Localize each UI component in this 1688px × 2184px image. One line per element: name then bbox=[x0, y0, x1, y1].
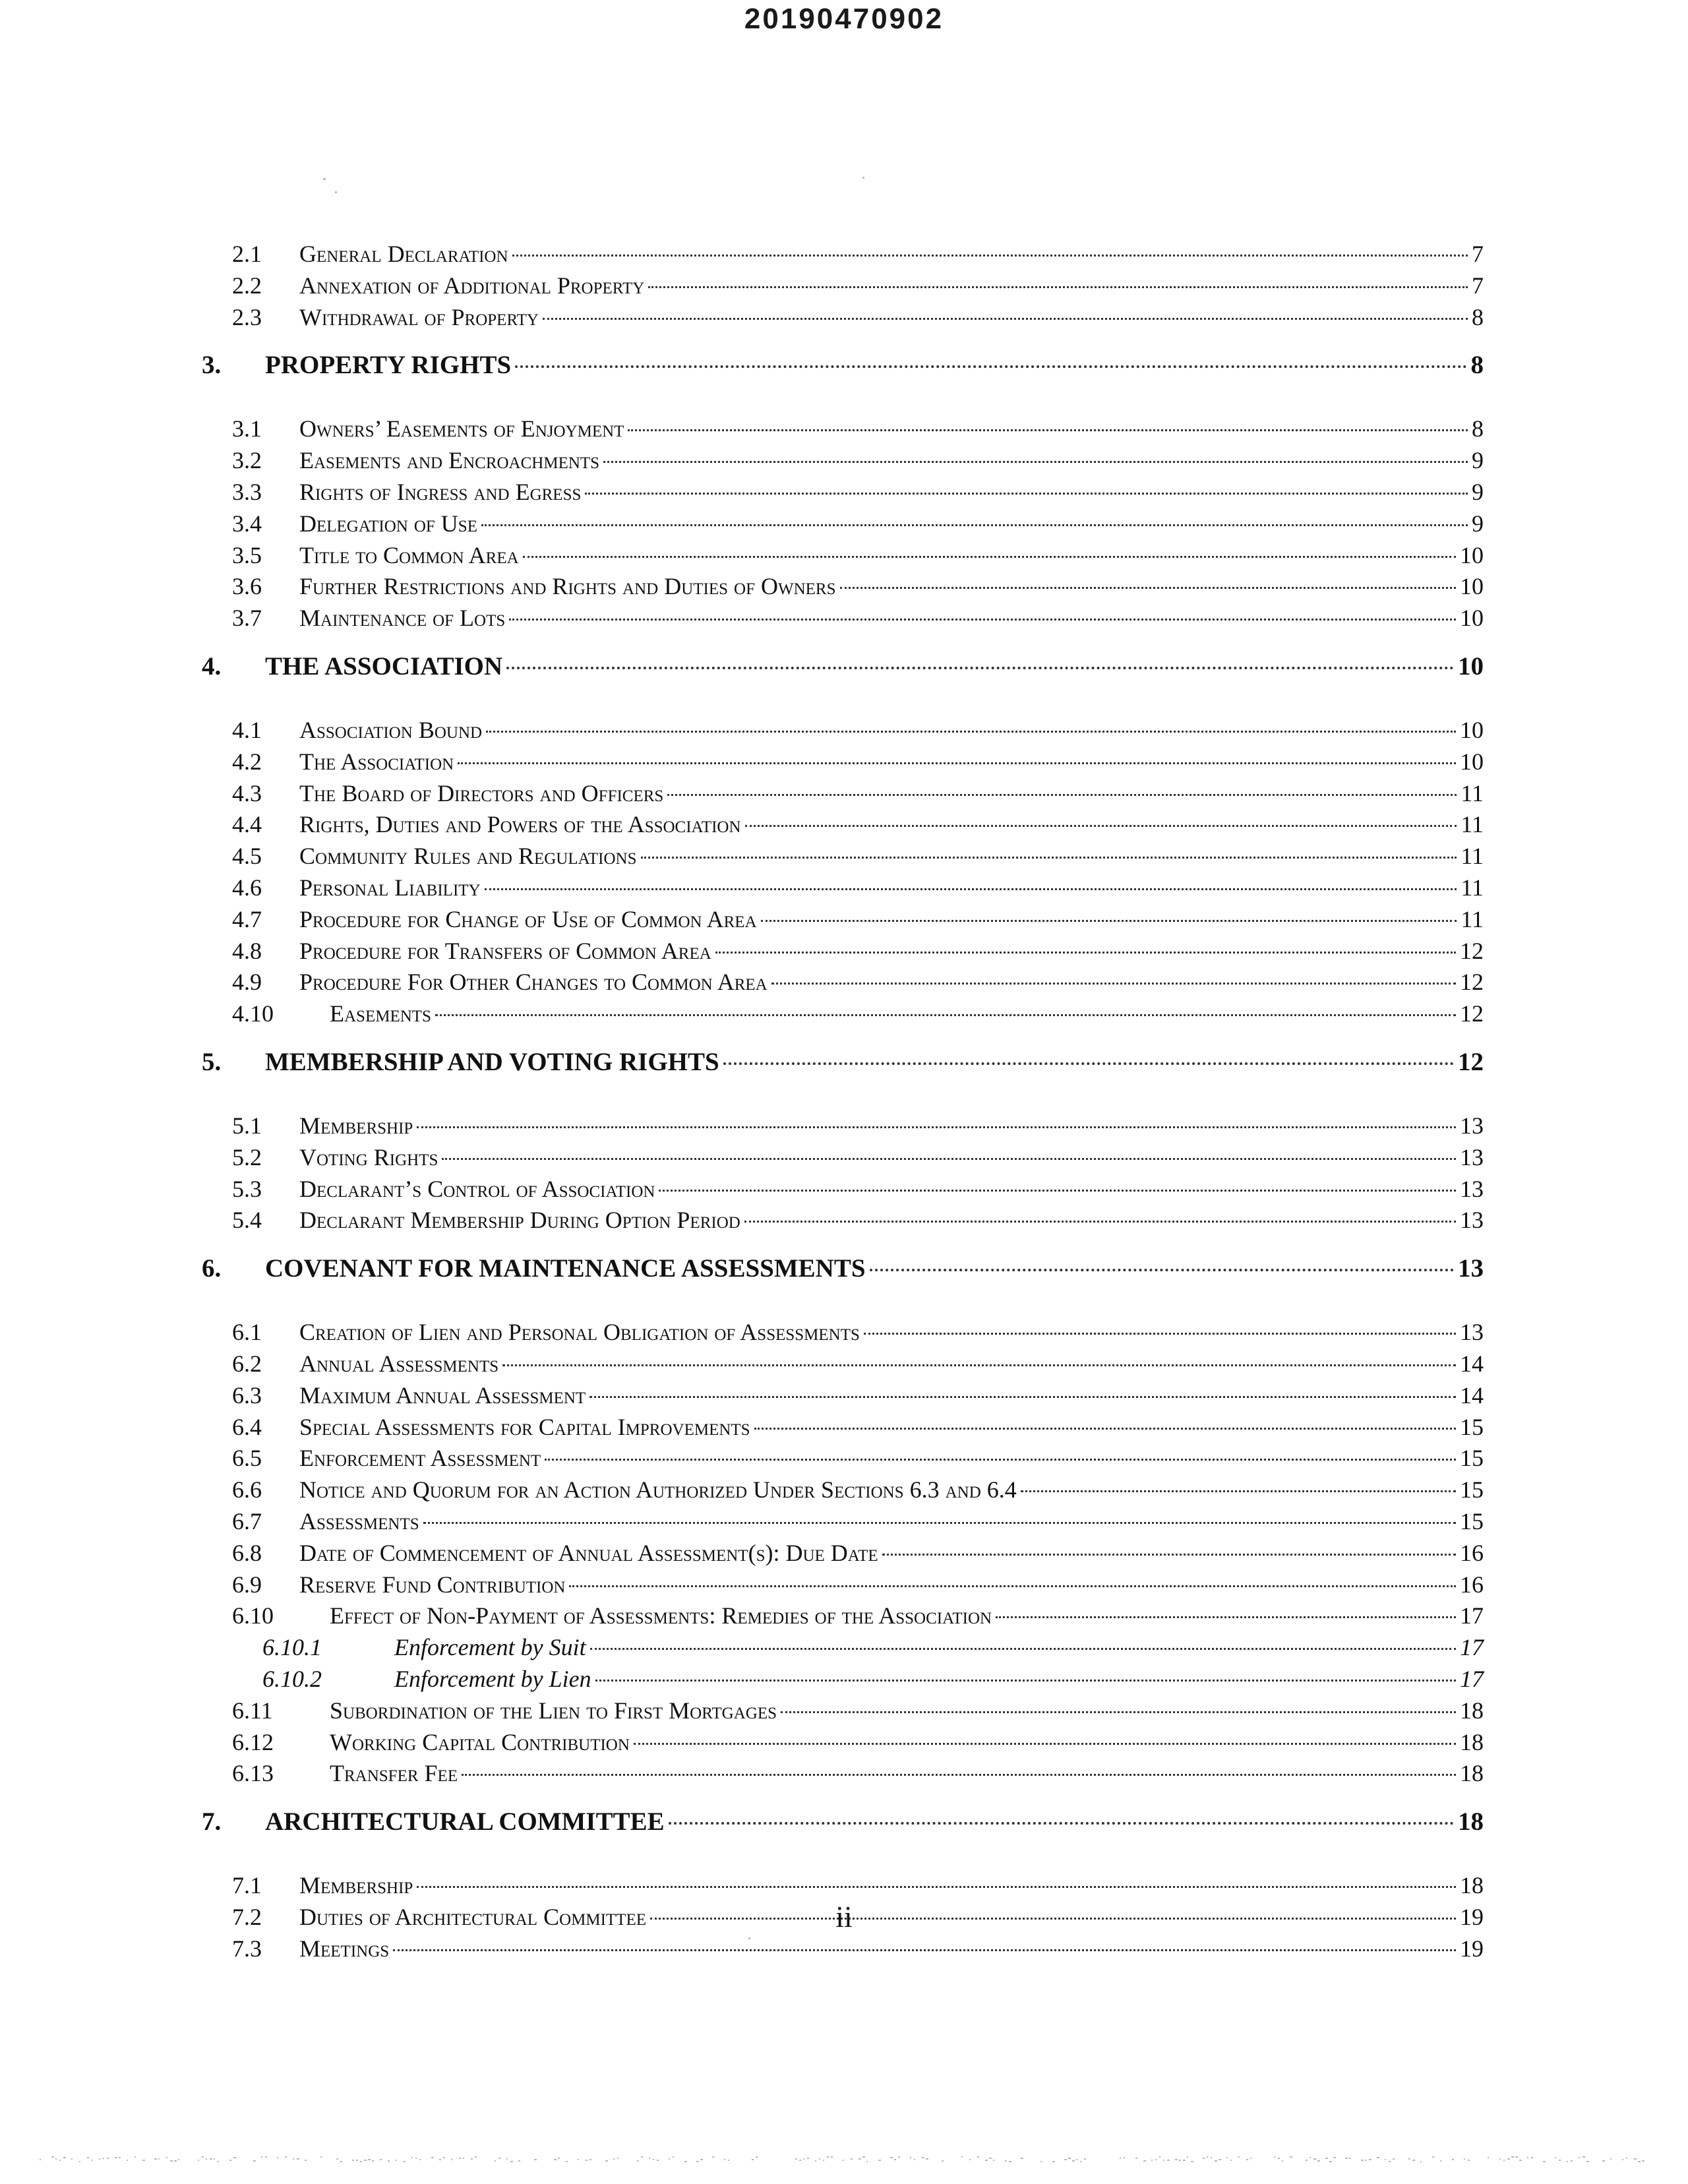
toc-number: 6.2 bbox=[232, 1350, 262, 1377]
toc-number: 6.6 bbox=[232, 1476, 262, 1503]
toc-entry bbox=[232, 1505, 1484, 1538]
toc-title: ARCHITECTURAL COMMITTEE bbox=[265, 1807, 665, 1836]
toc-page-number: 18 bbox=[1460, 1728, 1484, 1755]
toc-leader-dots bbox=[715, 952, 1456, 954]
toc-leader-dots bbox=[417, 1126, 1456, 1128]
toc-page-number: 14 bbox=[1460, 1350, 1484, 1377]
toc-entry bbox=[232, 1536, 1484, 1569]
toc-number: 3.7 bbox=[232, 605, 262, 632]
toc-number: 4.8 bbox=[232, 937, 262, 964]
toc-title: Reserve Fund Contribution bbox=[299, 1571, 566, 1598]
toc-number: 4.5 bbox=[232, 843, 262, 870]
toc-page-number: 10 bbox=[1460, 573, 1484, 600]
page-number: ii bbox=[835, 1900, 853, 1933]
toc-number: 7.2 bbox=[232, 1904, 262, 1930]
toc-number: 5.3 bbox=[232, 1175, 262, 1202]
toc-page-number: 13 bbox=[1460, 1319, 1484, 1346]
toc-number: 6.9 bbox=[232, 1571, 262, 1598]
toc-subentry bbox=[262, 1631, 1484, 1664]
toc-number: 6.7 bbox=[232, 1508, 262, 1534]
toc-entry bbox=[232, 301, 1484, 334]
toc-number: 3.3 bbox=[232, 479, 262, 505]
toc-leader-dots bbox=[589, 1396, 1456, 1398]
toc-number: 6.13 bbox=[232, 1760, 274, 1787]
toc-leader-dots bbox=[781, 1711, 1456, 1713]
toc-number: 4.3 bbox=[232, 779, 262, 806]
toc-title: Enforcement by Suit bbox=[394, 1634, 586, 1661]
toc-leader-dots bbox=[458, 762, 1456, 764]
toc-leader-dots bbox=[840, 587, 1457, 589]
toc-entry bbox=[232, 1141, 1484, 1174]
toc-title: The Board of Directors and Officers bbox=[299, 779, 664, 806]
toc-title: Rights of Ingress and Egress bbox=[299, 479, 582, 505]
toc-title: Community Rules and Regulations bbox=[299, 843, 637, 870]
toc-page-number: 11 bbox=[1461, 779, 1484, 806]
scan-speck bbox=[862, 177, 864, 179]
toc-entry bbox=[232, 1869, 1484, 1902]
toc-title: Declarant Membership During Option Period bbox=[299, 1207, 740, 1234]
toc-entry bbox=[232, 871, 1484, 904]
toc-leader-dots bbox=[641, 857, 1457, 859]
toc-number: 2.3 bbox=[232, 303, 262, 330]
toc-page-number: 10 bbox=[1460, 541, 1484, 568]
toc-number: 4.9 bbox=[232, 969, 262, 996]
toc-title: Owners’ Easements of Enjoyment bbox=[299, 415, 624, 442]
toc-section bbox=[202, 1046, 1484, 1079]
toc-entry bbox=[232, 1109, 1484, 1142]
toc-number: 3.2 bbox=[232, 447, 262, 474]
toc-leader-dots bbox=[659, 1190, 1456, 1192]
toc-title: Further Restrictions and Rights and Duties of Owners bbox=[299, 573, 836, 600]
toc-number: 5.2 bbox=[232, 1143, 262, 1170]
toc-leader-dots bbox=[628, 429, 1468, 431]
toc-entry bbox=[232, 1932, 1484, 1965]
toc-page-number: 11 bbox=[1461, 843, 1484, 870]
toc-page-number: 11 bbox=[1461, 905, 1484, 932]
toc-title: Membership bbox=[299, 1872, 413, 1899]
toc-title: Subordination of the Lien to First Mortgages bbox=[330, 1697, 777, 1724]
toc-page-number: 14 bbox=[1460, 1381, 1484, 1409]
toc-leader-dots bbox=[481, 524, 1468, 526]
toc-page-number: 8 bbox=[1472, 303, 1484, 330]
toc-page-number: 7 bbox=[1472, 272, 1484, 299]
toc-leader-dots bbox=[515, 365, 1466, 368]
toc-leader-dots bbox=[543, 318, 1468, 320]
toc-title: Voting Rights bbox=[299, 1143, 438, 1170]
toc-page-number: 9 bbox=[1472, 447, 1484, 474]
toc-title: Working Capital Contribution bbox=[330, 1728, 630, 1755]
toc-title: Effect of Non-Payment of Assessments: Remedies of the Association bbox=[330, 1602, 992, 1629]
toc-page-number: 10 bbox=[1460, 748, 1484, 775]
toc-title: Title to Common Area bbox=[299, 541, 519, 568]
scan-speck bbox=[748, 1937, 750, 1939]
toc-number: 6.4 bbox=[232, 1413, 262, 1440]
toc-entry bbox=[232, 507, 1484, 540]
toc-leader-dots bbox=[423, 1522, 1456, 1524]
toc-title: Procedure For Other Changes to Common Area bbox=[299, 969, 768, 996]
toc-page-number: 13 bbox=[1460, 1207, 1484, 1234]
toc-leader-dots bbox=[761, 920, 1457, 922]
toc-title: Date of Commencement of Annual Assessment(s): Due Date bbox=[299, 1539, 878, 1566]
toc-leader-dots bbox=[486, 731, 1456, 733]
toc-leader-dots bbox=[523, 556, 1456, 558]
toc-page-number: 15 bbox=[1460, 1413, 1484, 1440]
document-number: 20190470902 bbox=[744, 3, 944, 35]
toc-number: 6.10.2 bbox=[262, 1666, 322, 1692]
toc-leader-dots bbox=[667, 794, 1457, 796]
toc-title: Duties of Architectural Committee bbox=[299, 1904, 646, 1930]
toc-number: 4.4 bbox=[232, 811, 262, 838]
toc-entry bbox=[232, 539, 1484, 572]
toc-number: 4.2 bbox=[232, 748, 262, 775]
toc-title: Notice and Quorum for an Action Authorized Under Sections 6.3 and 6.4 bbox=[299, 1476, 1017, 1503]
toc-number: 4.10 bbox=[232, 1000, 274, 1027]
toc-title: Annual Assessments bbox=[299, 1350, 499, 1377]
toc-number: 3. bbox=[202, 351, 222, 380]
toc-leader-dots bbox=[754, 1428, 1456, 1430]
toc-section bbox=[202, 1805, 1484, 1838]
toc-title: PROPERTY RIGHTS bbox=[265, 351, 512, 380]
toc-section bbox=[202, 1252, 1484, 1285]
toc-leader-dots bbox=[634, 1743, 1456, 1745]
toc-entry bbox=[232, 1347, 1484, 1380]
toc-page-number: 15 bbox=[1460, 1508, 1484, 1534]
toc-page-number: 12 bbox=[1460, 969, 1484, 996]
toc-leader-dots bbox=[512, 255, 1468, 257]
toc-number: 3.1 bbox=[232, 415, 262, 442]
toc-title: Assessments bbox=[299, 1508, 419, 1534]
toc-leader-dots bbox=[771, 983, 1456, 985]
toc-page-number: 7 bbox=[1472, 241, 1484, 267]
toc-entry bbox=[232, 475, 1484, 508]
toc-entry bbox=[232, 1726, 1484, 1759]
toc-page-number: 16 bbox=[1460, 1571, 1484, 1598]
toc-leader-dots bbox=[435, 1014, 1456, 1016]
toc-leader-dots bbox=[669, 1822, 1454, 1825]
toc-entry bbox=[232, 237, 1484, 270]
toc-number: 6.5 bbox=[232, 1445, 262, 1472]
toc-number: 4.7 bbox=[232, 905, 262, 932]
toc-number: 7. bbox=[202, 1807, 222, 1836]
toc-title: Annexation of Additional Property bbox=[299, 272, 645, 299]
toc-leader-dots bbox=[595, 1680, 1456, 1682]
toc-entry bbox=[232, 745, 1484, 778]
toc-title: Withdrawal of Property bbox=[299, 303, 539, 330]
toc-leader-dots bbox=[502, 1364, 1456, 1366]
toc-page-number: 13 bbox=[1458, 1254, 1484, 1283]
toc-number: 2.2 bbox=[232, 272, 262, 299]
toc-entry bbox=[232, 1757, 1484, 1790]
toc-title: Transfer Fee bbox=[330, 1760, 458, 1787]
toc-page-number: 9 bbox=[1472, 510, 1484, 537]
toc-page-number: 18 bbox=[1458, 1807, 1484, 1836]
toc-title: Delegation of Use bbox=[299, 510, 477, 537]
toc-entry bbox=[232, 903, 1484, 936]
toc-page-number: 17 bbox=[1460, 1634, 1484, 1661]
toc-leader-dots bbox=[744, 1221, 1456, 1223]
toc-title: Procedure for Change of Use of Common Area bbox=[299, 905, 757, 932]
scan-speck bbox=[323, 178, 326, 180]
toc-title: The Association bbox=[299, 748, 454, 775]
toc-number: 7.1 bbox=[232, 1872, 262, 1899]
toc-page-number: 11 bbox=[1461, 874, 1484, 901]
toc-section bbox=[202, 349, 1484, 382]
toc-page-number: 10 bbox=[1460, 605, 1484, 632]
toc-title: Membership bbox=[299, 1112, 413, 1139]
toc-entry bbox=[232, 1441, 1484, 1474]
toc-page-number: 13 bbox=[1460, 1175, 1484, 1202]
toc-leader-dots bbox=[1021, 1490, 1456, 1492]
toc-leader-dots bbox=[648, 286, 1468, 288]
toc-page-number: 13 bbox=[1460, 1112, 1484, 1139]
toc-page-number: 17 bbox=[1460, 1602, 1484, 1629]
toc-section bbox=[202, 650, 1484, 683]
toc-leader-dots bbox=[585, 493, 1468, 495]
toc-leader-dots bbox=[509, 619, 1456, 621]
toc-leader-dots bbox=[417, 1886, 1456, 1888]
toc-page-number: 12 bbox=[1460, 937, 1484, 964]
toc-title: MEMBERSHIP AND VOTING RIGHTS bbox=[265, 1048, 719, 1076]
toc-page-number: 18 bbox=[1460, 1760, 1484, 1787]
toc-title: Creation of Lien and Personal Obligation of Assessments bbox=[299, 1319, 860, 1346]
toc-title: THE ASSOCIATION bbox=[265, 652, 503, 681]
toc-entry bbox=[232, 965, 1484, 998]
toc-number: 4. bbox=[202, 652, 222, 681]
toc-number: 4.1 bbox=[232, 717, 262, 743]
toc-entry bbox=[232, 1694, 1484, 1727]
toc-page-number: 12 bbox=[1458, 1048, 1484, 1076]
toc-entry bbox=[232, 1172, 1484, 1205]
toc-page-number: 10 bbox=[1460, 717, 1484, 743]
toc-leader-dots bbox=[723, 1062, 1454, 1065]
toc-number: 6.10.1 bbox=[262, 1634, 322, 1661]
toc-number: 3.5 bbox=[232, 541, 262, 568]
toc-page-number: 12 bbox=[1460, 1000, 1484, 1027]
toc-number: 5.4 bbox=[232, 1207, 262, 1234]
toc-title: Enforcement Assessment bbox=[299, 1445, 541, 1472]
toc-entry bbox=[232, 444, 1484, 477]
toc-title: Declarant’s Control of Association bbox=[299, 1175, 655, 1202]
toc-title: Rights, Duties and Powers of the Association bbox=[299, 811, 741, 838]
toc-page-number: 17 bbox=[1460, 1666, 1484, 1692]
toc-entry bbox=[232, 269, 1484, 302]
toc-entry bbox=[232, 1568, 1484, 1601]
toc-number: 5.1 bbox=[232, 1112, 262, 1139]
toc-title: Maximum Annual Assessment bbox=[299, 1381, 586, 1409]
toc-page-number: 13 bbox=[1460, 1143, 1484, 1170]
toc-title: Maintenance of Lots bbox=[299, 605, 506, 632]
toc-entry bbox=[232, 601, 1484, 634]
toc-number: 6.11 bbox=[232, 1697, 273, 1724]
toc-leader-dots bbox=[506, 667, 1454, 669]
toc-page-number: 10 bbox=[1458, 652, 1484, 681]
toc-number: 6. bbox=[202, 1254, 222, 1283]
toc-leader-dots bbox=[590, 1648, 1456, 1650]
toc-number: 3.4 bbox=[232, 510, 262, 537]
toc-title: General Declaration bbox=[299, 241, 508, 267]
toc-number: 7.3 bbox=[232, 1935, 262, 1962]
toc-title: Special Assessments for Capital Improvements bbox=[299, 1413, 750, 1440]
toc-leader-dots bbox=[442, 1158, 1456, 1160]
toc-leader-dots bbox=[545, 1459, 1456, 1461]
scan-speck bbox=[335, 191, 337, 193]
toc-title: Enforcement by Lien bbox=[394, 1666, 591, 1692]
toc-page-number: 19 bbox=[1460, 1935, 1484, 1962]
toc-page-number: 16 bbox=[1460, 1539, 1484, 1566]
toc-entry bbox=[232, 1379, 1484, 1412]
toc-page-number: 18 bbox=[1460, 1697, 1484, 1724]
toc-number: 6.8 bbox=[232, 1539, 262, 1566]
toc-entry bbox=[232, 839, 1484, 872]
toc-entry bbox=[232, 1599, 1484, 1632]
toc-entry bbox=[232, 1473, 1484, 1506]
toc-entry bbox=[232, 997, 1484, 1030]
toc-leader-dots bbox=[745, 825, 1457, 827]
toc-entry bbox=[232, 412, 1484, 445]
toc-title: Easements and Encroachments bbox=[299, 447, 600, 474]
toc-title: Procedure for Transfers of Common Area bbox=[299, 937, 711, 964]
toc-entry bbox=[232, 808, 1484, 841]
toc-number: 2.1 bbox=[232, 241, 262, 267]
toc-number: 5. bbox=[202, 1048, 222, 1076]
toc-page-number: 15 bbox=[1460, 1445, 1484, 1472]
toc-page-number: 15 bbox=[1460, 1476, 1484, 1503]
toc-entry bbox=[232, 1203, 1484, 1236]
toc-entry bbox=[232, 1410, 1484, 1443]
toc-entry bbox=[232, 1316, 1484, 1349]
toc-leader-dots bbox=[462, 1774, 1456, 1776]
toc-leader-dots bbox=[485, 888, 1457, 890]
toc-leader-dots bbox=[569, 1585, 1456, 1587]
toc-leader-dots bbox=[864, 1333, 1456, 1335]
toc-page-number: 18 bbox=[1460, 1872, 1484, 1899]
toc-leader-dots bbox=[870, 1269, 1454, 1271]
toc-title: Easements bbox=[330, 1000, 431, 1027]
toc-entry bbox=[232, 934, 1484, 967]
toc-number: 6.3 bbox=[232, 1381, 262, 1409]
toc-leader-dots bbox=[882, 1554, 1456, 1556]
toc-title: Meetings bbox=[299, 1935, 390, 1962]
toc-subentry bbox=[262, 1662, 1484, 1695]
toc-page-number: 9 bbox=[1472, 479, 1484, 505]
toc-page-number: 11 bbox=[1461, 811, 1484, 838]
toc-leader-dots bbox=[603, 461, 1468, 463]
toc-leader-dots bbox=[996, 1616, 1456, 1618]
toc-page-number: 8 bbox=[1470, 351, 1484, 380]
toc-title: Personal Liability bbox=[299, 874, 481, 901]
scan-noise-strip bbox=[0, 2155, 1688, 2164]
toc-entry bbox=[232, 713, 1484, 746]
toc-number: 6.10 bbox=[232, 1602, 274, 1629]
toc-entry bbox=[232, 777, 1484, 810]
toc-page-number: 8 bbox=[1472, 415, 1484, 442]
toc-number: 6.12 bbox=[232, 1728, 274, 1755]
toc-leader-dots bbox=[393, 1949, 1456, 1951]
toc-title: COVENANT FOR MAINTENANCE ASSESSMENTS bbox=[265, 1254, 866, 1283]
toc-number: 6.1 bbox=[232, 1319, 262, 1346]
toc-page-number: 19 bbox=[1460, 1904, 1484, 1930]
toc-number: 3.6 bbox=[232, 573, 262, 600]
toc-entry bbox=[232, 570, 1484, 603]
toc-number: 4.6 bbox=[232, 874, 262, 901]
toc-title: Association Bound bbox=[299, 717, 483, 743]
